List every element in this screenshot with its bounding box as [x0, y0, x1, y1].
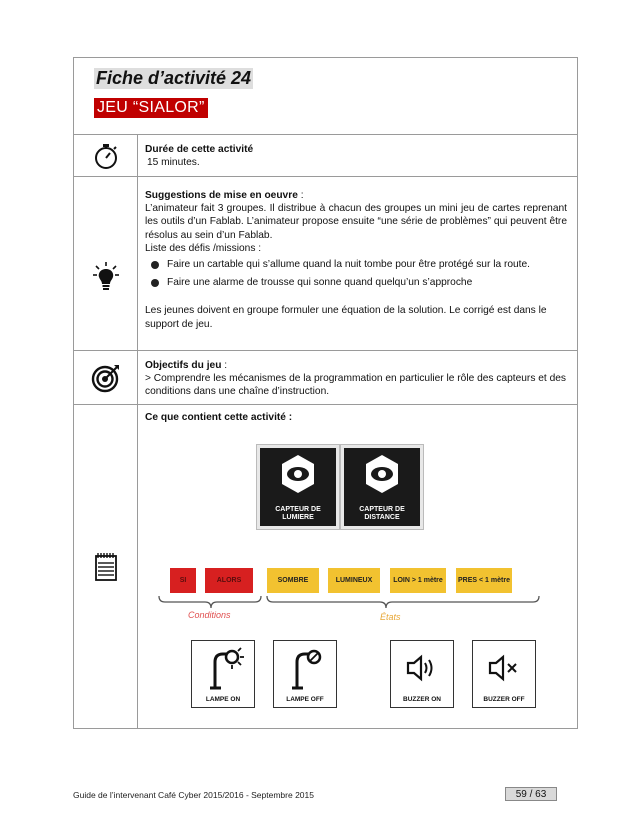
speaker-mute-icon	[486, 653, 522, 683]
activity-sheet	[73, 57, 578, 729]
light-sensor-card: CAPTEUR DE LUMIERE	[257, 445, 339, 529]
state-chip: SOMBRE	[267, 568, 319, 593]
eye-icon	[364, 454, 400, 494]
fiche-title: Fiche d’activité 24	[96, 68, 252, 88]
condition-chip: SI	[170, 568, 196, 593]
state-chip: LUMINEUX	[328, 568, 380, 593]
eye-icon	[280, 454, 316, 494]
conditions-label: Conditions	[188, 610, 231, 620]
suggestions-closing: Les jeunes doivent en groupe formuler une équation de la solution. Le corrigé est dans le support de jeu.	[145, 305, 547, 330]
target-icon	[91, 363, 121, 393]
objectives-label: Objectifs du jeu	[145, 360, 222, 371]
lamp-off-card	[273, 640, 337, 708]
lamp-off-icon	[283, 646, 327, 690]
state-chip: LOIN > 1 mètre	[390, 568, 446, 593]
card-label: BUZZER OFF	[483, 696, 525, 703]
missions-title: Liste des défis /missions :	[145, 242, 262, 254]
game-title: JEU “SIALOR”	[94, 98, 208, 118]
header-row	[74, 58, 577, 135]
stopwatch-icon	[93, 142, 119, 170]
objectives-row: Objectifs du jeu : > Comprendre les mécanismes de la programmation en particulier le rôle des capteurs et des conditions dans une chaîne d’instruction.	[74, 351, 577, 405]
duration-row	[74, 135, 577, 177]
distance-sensor-card: CAPTEUR DE DISTANCE	[341, 445, 423, 529]
card-label: BUZZER ON	[403, 696, 441, 703]
condition-chip: ALORS	[205, 568, 253, 593]
speaker-on-icon	[404, 653, 440, 683]
list-item: Faire un cartable qui s’allume quand la nuit tombe pour être protégé sur la route.	[145, 258, 567, 271]
states-label: États	[380, 612, 401, 622]
suggestions-label: Suggestions de mise en oeuvre	[145, 190, 298, 201]
state-chip: PRES < 1 mètre	[456, 568, 512, 593]
notepad-icon	[95, 553, 117, 581]
list-item: Faire une alarme de trousse qui sonne quand quelqu’un s’approche	[145, 276, 567, 289]
suggestions-paragraph: L’animateur fait 3 groupes. Il distribue à chacun des groupes un mini jeu de cartes reprenant les outils d’un Fablab. L’animateur propose ensuite “une série de problèmes” qui peuvent être résolus au sein d’un Fablab.	[145, 203, 567, 241]
page-number: 59 / 63	[505, 787, 557, 801]
lamp-on-icon	[201, 646, 245, 690]
contents-label: Ce que contient cette activité :	[145, 412, 293, 423]
grouping-braces	[155, 594, 545, 610]
duration-label: Durée de cette activité	[145, 144, 254, 155]
lightbulb-icon	[93, 262, 119, 292]
card-label: LAMPE OFF	[286, 696, 324, 703]
duration-value: 15 minutes.	[147, 157, 200, 169]
card-label: LAMPE ON	[205, 696, 241, 703]
buzzer-off-card	[472, 640, 536, 708]
page-footer: Guide de l’intervenant Café Cyber 2015/2016 - Septembre 2015	[73, 790, 314, 800]
suggestions-row: Suggestions de mise en oeuvre : L’animateur fait 3 groupes. Il distribue à chacun des groupes un mini jeu de cartes reprenant les outils d’un Fablab. L’animateur propose ensuite “une série de problèmes” qui peuvent être résolus au sein d’un Fablab. Liste des défis /missions : Faire un cartable qui s’allume quand la nuit tombe pour être protégé sur la route. Faire une alarme de trousse qui sonne quand quelqu’un s’approche Les jeunes doivent en groupe formuler une équation de la solution. Le corrigé est dans le support de jeu.	[74, 177, 577, 351]
lamp-on-card	[191, 640, 255, 708]
buzzer-on-card	[390, 640, 454, 708]
objectives-text: > Comprendre les mécanismes de la programmation en particulier le rôle des capteurs et des conditions dans une chaîne d’instruction.	[145, 373, 567, 398]
